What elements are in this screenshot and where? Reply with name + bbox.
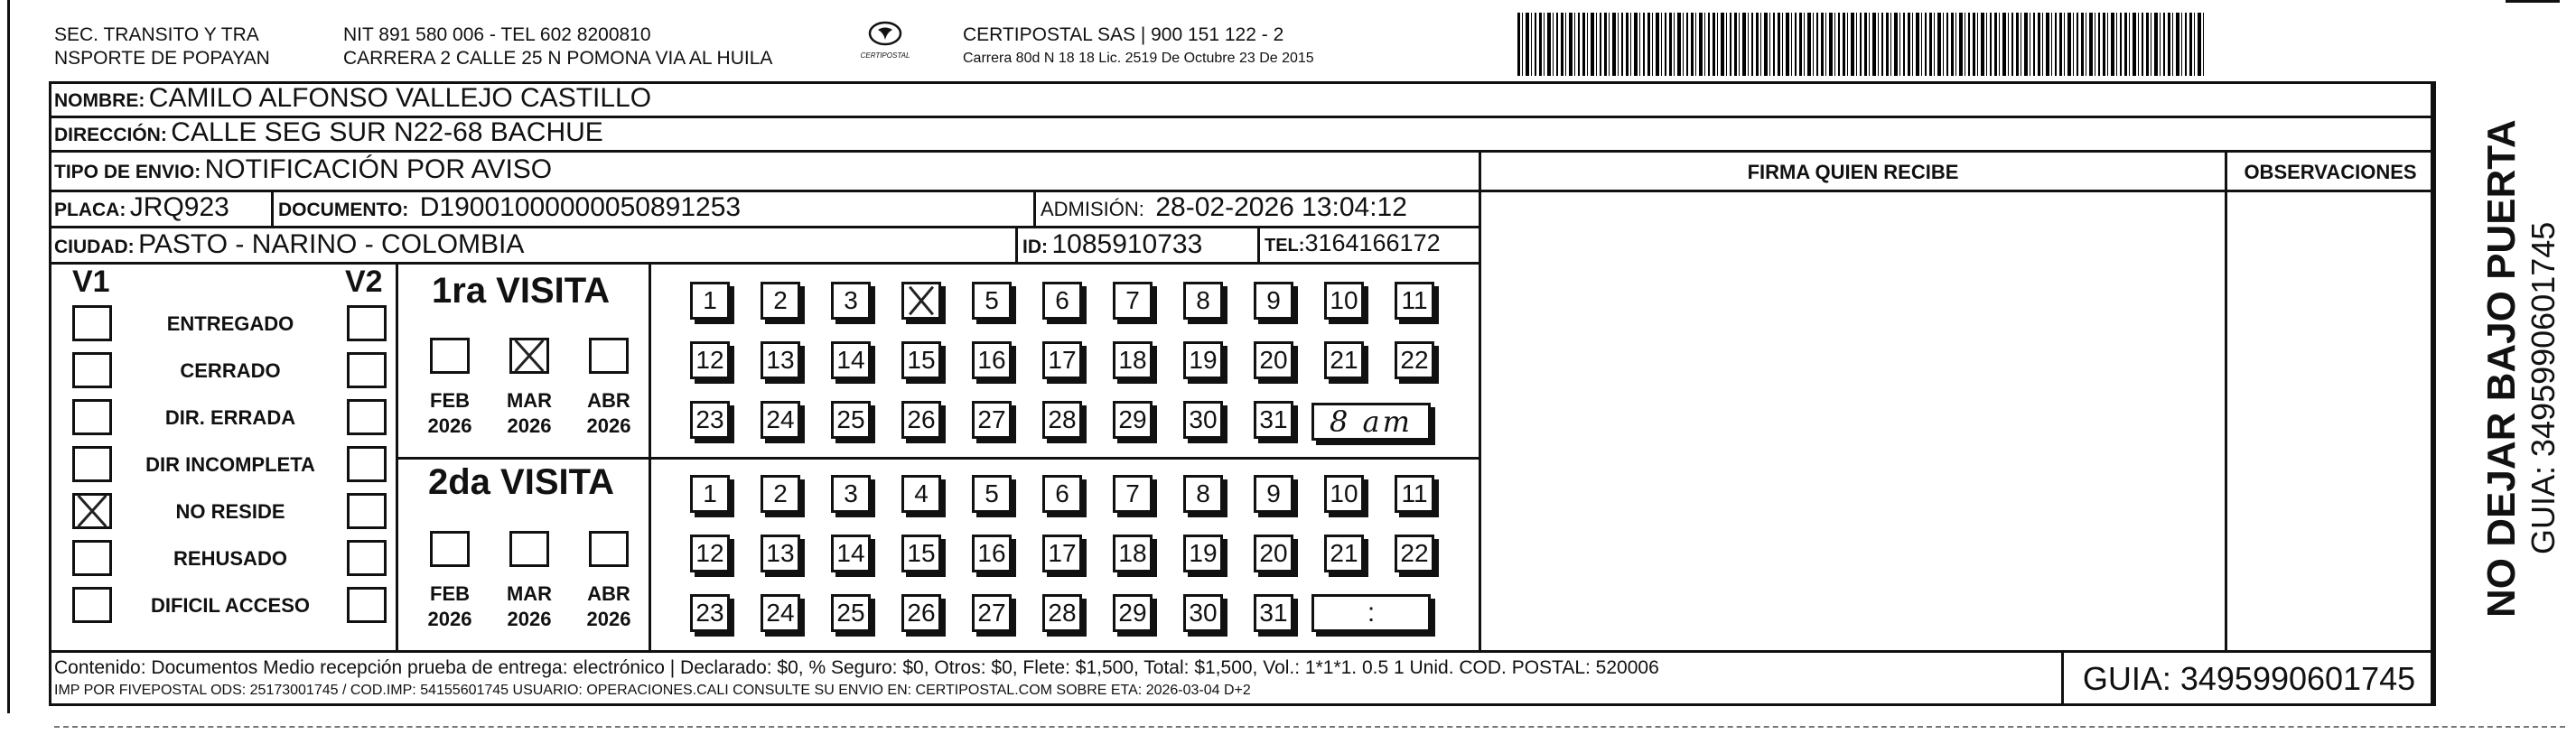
documento-label: DOCUMENTO: <box>278 200 409 220</box>
nombre-row <box>54 83 651 114</box>
company-logo <box>849 20 921 70</box>
row-line-2 <box>49 150 2433 153</box>
day-box[interactable]: 6 <box>1042 475 1082 513</box>
status-v2-checkbox[interactable] <box>347 305 387 341</box>
month-name: FEB <box>430 389 470 412</box>
day-box[interactable]: 9 <box>1254 282 1293 320</box>
day-box[interactable]: 25 <box>831 594 871 632</box>
tel-label: TEL: <box>1265 236 1305 256</box>
sender-line-2: NSPORTE DE POPAYAN <box>54 48 270 69</box>
col-line-id <box>1015 226 1018 262</box>
status-v2-checkbox[interactable] <box>347 493 387 529</box>
day-box[interactable]: 25 <box>831 401 871 439</box>
month-name: ABR <box>587 582 630 605</box>
day-box[interactable]: 12 <box>690 535 730 572</box>
month-year: 2026 <box>586 414 631 437</box>
direccion-label: DIRECCIÓN: <box>54 125 167 145</box>
day-box[interactable]: 2 <box>761 475 800 513</box>
month-label <box>418 581 481 632</box>
day-box[interactable]: 30 <box>1183 594 1223 632</box>
month-checkbox[interactable] <box>589 531 629 567</box>
id-label: ID: <box>1022 237 1048 257</box>
col-line-firma <box>1479 150 1481 650</box>
day-box[interactable]: 20 <box>1254 535 1293 572</box>
day-box[interactable]: 5 <box>972 475 1012 513</box>
status-v2-checkbox[interactable] <box>347 587 387 623</box>
day-box[interactable]: 2 <box>761 282 800 320</box>
tipo-envio-value: NOTIFICACIÓN POR AVISO <box>204 154 553 184</box>
day-box[interactable]: 19 <box>1183 535 1223 572</box>
day-box[interactable]: 1 <box>690 282 730 320</box>
day-box[interactable]: 27 <box>972 594 1012 632</box>
observaciones-header: OBSERVACIONES <box>2244 161 2417 183</box>
month-name: MAR <box>506 389 553 412</box>
day-box[interactable]: 23 <box>690 401 730 439</box>
status-label: DIR INCOMPLETA <box>145 453 315 476</box>
day-box[interactable]: 22 <box>1395 341 1434 379</box>
day-box[interactable]: 21 <box>1324 341 1364 379</box>
footer-guia: GUIA: 3495990601745 <box>2082 660 2416 697</box>
month-checkbox[interactable] <box>430 531 470 567</box>
day-box[interactable]: 15 <box>901 535 941 572</box>
documento-cell <box>278 192 741 223</box>
month-name: MAR <box>506 582 553 605</box>
day-box[interactable]: 19 <box>1183 341 1223 379</box>
row-line-5 <box>49 262 1481 265</box>
ciudad-label: CIUDAD: <box>54 237 135 257</box>
ciudad-cell <box>54 229 524 260</box>
day-box[interactable]: 24 <box>761 401 800 439</box>
admision-label: ADMISIÓN: <box>1041 198 1144 220</box>
id-cell <box>1022 229 1202 260</box>
day-box[interactable]: 23 <box>690 594 730 632</box>
month-year: 2026 <box>427 414 472 437</box>
status-v2-checkbox[interactable] <box>347 399 387 435</box>
status-v1-checkbox[interactable] <box>72 305 112 341</box>
visit2-title: 2da VISITA <box>428 462 614 502</box>
sender-line-1: SEC. TRANSITO Y TRA <box>54 24 259 45</box>
month-label <box>577 581 640 632</box>
col-line-status <box>396 262 398 650</box>
month-checkbox[interactable] <box>589 338 629 374</box>
day-box[interactable]: 20 <box>1254 341 1293 379</box>
month-year: 2026 <box>586 608 631 630</box>
day-box[interactable]: 15 <box>901 341 941 379</box>
day-box[interactable]: 4 <box>901 475 941 513</box>
day-box[interactable]: 24 <box>761 594 800 632</box>
footer-imp: IMP POR FIVEPOSTAL ODS: 25173001745 / COD.IMP: 54155601745 USUARIO: OPERACIONES.CALI CONSULTE SU ENVIO EN: CERTIPOSTAL.COM SOBRE ETA: 2026-03-04 D+2 <box>54 683 1251 698</box>
v2-label: V2 <box>345 265 383 299</box>
day-box[interactable]: 10 <box>1324 282 1364 320</box>
tel-value: 3164166172 <box>1304 229 1441 256</box>
month-checkbox[interactable] <box>430 338 470 374</box>
nombre-label: NOMBRE: <box>54 90 145 111</box>
day-box[interactable]: 31 <box>1254 401 1293 439</box>
day-box[interactable]: 29 <box>1113 594 1153 632</box>
v1-label: V1 <box>72 265 110 299</box>
visit1-time: 8 am <box>1330 405 1413 439</box>
status-v1-checkbox[interactable] <box>72 399 112 435</box>
day-box[interactable] <box>901 282 941 320</box>
status-label: DIR. ERRADA <box>164 406 296 429</box>
status-v2-checkbox[interactable] <box>347 540 387 576</box>
day-box[interactable]: 11 <box>1395 282 1434 320</box>
status-v1-checkbox[interactable] <box>72 352 112 388</box>
visit2-time: : <box>1367 598 1376 628</box>
tipo-envio-label: TIPO DE ENVIO: <box>54 162 201 182</box>
day-box[interactable]: 29 <box>1113 401 1153 439</box>
nit-line-2: CARRERA 2 CALLE 25 N POMONA VIA AL HUILA <box>343 48 773 69</box>
visit1-title: 1ra VISITA <box>432 271 611 311</box>
day-box[interactable]: 28 <box>1042 594 1082 632</box>
side-guia: GUIA: 3495990601745 <box>2525 221 2562 554</box>
col-line-tel <box>1257 226 1260 262</box>
status-v1-checkbox[interactable] <box>72 493 112 529</box>
footer-contenido: Contenido: Documentos Medio recepción prueba de entrega: electrónico | Declarado: $0, % Seguro: $0, Otros: $0, Flete: $1,500, Total: $1,500, Vol.: 1*1*1. 0.5 1 Unid. COD. POSTAL: 520006 <box>54 657 1659 678</box>
month-label <box>498 388 561 439</box>
col-line-months <box>649 262 651 650</box>
row-line-footer <box>49 650 2433 653</box>
tel-cell <box>1265 229 1441 257</box>
day-box[interactable]: 28 <box>1042 401 1082 439</box>
status-v1-checkbox[interactable] <box>72 540 112 576</box>
visit1-time-box[interactable] <box>1311 403 1431 441</box>
day-box[interactable]: 3 <box>831 282 871 320</box>
side-warning: NO DEJAR BAJO PUERTA <box>2479 119 2524 618</box>
sender-block <box>54 23 270 70</box>
status-v2-checkbox[interactable] <box>347 446 387 482</box>
day-box[interactable]: 6 <box>1042 282 1082 320</box>
status-v2-checkbox[interactable] <box>347 352 387 388</box>
month-name: ABR <box>587 389 630 412</box>
day-box[interactable]: 17 <box>1042 535 1082 572</box>
logo-icon <box>867 20 903 47</box>
status-label: DIFICIL ACCESO <box>150 594 310 617</box>
left-edge-line <box>7 0 10 713</box>
logo-text: CERTIPOSTAL <box>860 51 910 60</box>
day-box[interactable]: 9 <box>1254 475 1293 513</box>
month-year: 2026 <box>507 414 552 437</box>
status-v1-checkbox[interactable] <box>72 446 112 482</box>
nit-block <box>343 23 772 70</box>
visit2-time-box[interactable] <box>1311 594 1431 632</box>
day-box[interactable]: 13 <box>761 535 800 572</box>
month-name: FEB <box>430 582 470 605</box>
day-box[interactable]: 10 <box>1324 475 1364 513</box>
nombre-value: CAMILO ALFONSO VALLEJO CASTILLO <box>148 83 652 113</box>
day-box[interactable]: 18 <box>1113 341 1153 379</box>
status-v1-checkbox[interactable] <box>72 587 112 623</box>
day-box[interactable]: 13 <box>761 341 800 379</box>
day-box[interactable]: 27 <box>972 401 1012 439</box>
day-box[interactable]: 16 <box>972 535 1012 572</box>
day-box[interactable]: 8 <box>1183 475 1223 513</box>
day-box[interactable]: 11 <box>1395 475 1434 513</box>
direccion-row <box>54 117 603 148</box>
status-label: CERRADO <box>180 359 281 382</box>
day-box[interactable]: 12 <box>690 341 730 379</box>
status-label: ENTREGADO <box>166 312 294 335</box>
barcode <box>1517 13 2204 76</box>
month-checkbox[interactable] <box>509 338 549 374</box>
placa-label: PLACA: <box>54 200 126 220</box>
day-box[interactable]: 14 <box>831 341 871 379</box>
row-line-visit-split <box>396 457 1481 460</box>
month-checkbox[interactable] <box>509 531 549 567</box>
day-box[interactable]: 16 <box>972 341 1012 379</box>
day-box[interactable]: 26 <box>901 594 941 632</box>
month-label <box>418 388 481 439</box>
day-box[interactable]: 3 <box>831 475 871 513</box>
firma-header: FIRMA QUIEN RECIBE <box>1747 161 1959 183</box>
ciudad-value: PASTO - NARINO - COLOMBIA <box>138 229 525 259</box>
company-line-1: CERTIPOSTAL SAS | 900 151 122 - 2 <box>963 24 1284 45</box>
id-value: 1085910733 <box>1051 229 1203 259</box>
day-box[interactable]: 1 <box>690 475 730 513</box>
day-box[interactable]: 17 <box>1042 341 1082 379</box>
status-label: REHUSADO <box>173 547 287 570</box>
col-line-admision <box>1033 190 1036 226</box>
month-year: 2026 <box>427 608 472 630</box>
footer-text <box>54 657 2050 699</box>
day-box[interactable]: 18 <box>1113 535 1153 572</box>
tipo-envio-row <box>54 154 552 185</box>
admision-value: 28-02-2026 13:04:12 <box>1155 192 1407 222</box>
nit-line-1: NIT 891 580 006 - TEL 602 8200810 <box>343 24 651 45</box>
corner-mark <box>2506 0 2560 5</box>
month-year: 2026 <box>507 608 552 630</box>
company-block <box>963 23 1314 70</box>
company-line-2: Carrera 80d N 18 18 Lic. 2519 De Octubre 23 De 2015 <box>963 51 1314 66</box>
col-line-guia <box>2061 650 2064 706</box>
day-box[interactable]: 7 <box>1113 475 1153 513</box>
placa-value: JRQ923 <box>129 192 229 222</box>
col-line-placa <box>271 190 274 226</box>
row-line-4 <box>49 226 1481 228</box>
direccion-value: CALLE SEG SUR N22-68 BACHUE <box>171 117 603 147</box>
documento-value: D19001000000050891253 <box>419 192 742 222</box>
day-box[interactable]: 31 <box>1254 594 1293 632</box>
placa-cell <box>54 192 229 223</box>
day-box[interactable]: 7 <box>1113 282 1153 320</box>
day-box[interactable]: 26 <box>901 401 941 439</box>
day-box[interactable]: 14 <box>831 535 871 572</box>
col-line-obs <box>2225 150 2227 650</box>
admision-cell <box>1041 192 1407 223</box>
day-box[interactable]: 22 <box>1395 535 1434 572</box>
month-label <box>498 581 561 632</box>
status-label: NO RESIDE <box>175 500 285 523</box>
cut-line <box>54 726 2565 728</box>
day-box[interactable]: 21 <box>1324 535 1364 572</box>
day-box[interactable]: 5 <box>972 282 1012 320</box>
day-box[interactable]: 8 <box>1183 282 1223 320</box>
day-box[interactable]: 30 <box>1183 401 1223 439</box>
month-label <box>577 388 640 439</box>
side-column-border <box>2433 81 2436 706</box>
